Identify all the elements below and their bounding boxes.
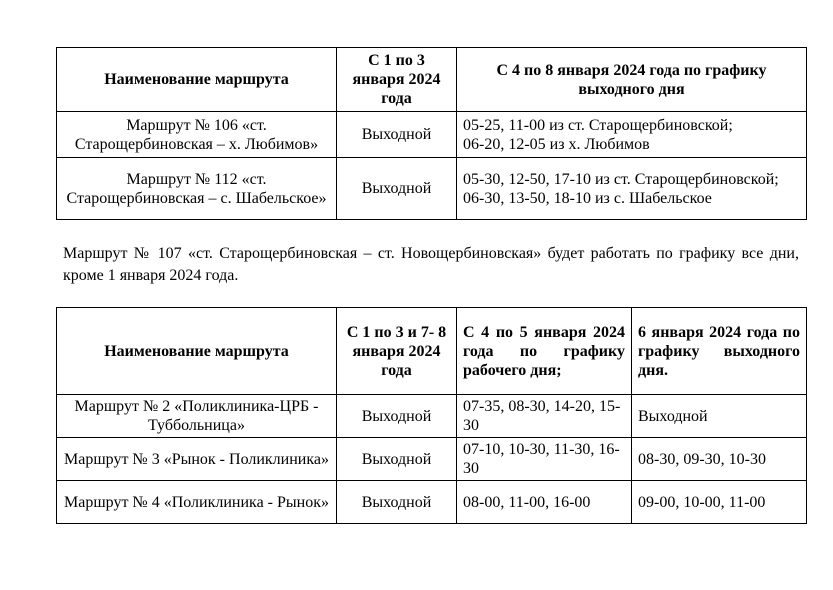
- header-jan6: 6 января 2024 года по графику выходного дня.: [632, 308, 807, 395]
- schedule-cell: 08-30, 09-30, 10-30: [632, 438, 807, 481]
- route-cell: Маршрут № 112 «ст. Старощербиновская – с. Шабельское»: [57, 158, 337, 220]
- table-row: [57, 481, 807, 524]
- table-row: [57, 112, 807, 158]
- header-jan4-8: С 4 по 8 января 2024 года по графику выходного дня: [457, 48, 807, 112]
- schedule-line: 06-30, 13-50, 18-10 из с. Шабельское: [463, 189, 712, 207]
- header-route-name: Наименование маршрута: [57, 48, 337, 112]
- table-row: [57, 158, 807, 220]
- schedule-line: 06-20, 12-05 из х. Любимов: [463, 135, 650, 153]
- schedule-cell: 07-10, 10-30, 11-30, 16-30: [457, 438, 632, 481]
- schedule-cell: 08-00, 11-00, 16-00: [457, 481, 632, 524]
- schedule-table-2: [56, 307, 807, 524]
- schedule-table-1: [56, 47, 807, 220]
- schedule-cell: [457, 158, 807, 220]
- schedule-cell: 07-35, 08-30, 14-20, 15-30: [457, 395, 632, 438]
- schedule-line: 05-25, 11-00 из ст. Старощербиновской;: [463, 116, 733, 134]
- route-cell: Маршрут № 2 «Поликлиника-ЦРБ - Туббольница»: [57, 395, 337, 438]
- header-jan1-3-7-8: С 1 по 3 и 7- 8 января 2024 года: [337, 308, 457, 395]
- schedule-cell: 09-00, 10-00, 11-00: [632, 481, 807, 524]
- header-route-name: Наименование маршрута: [57, 308, 337, 395]
- route-cell: Маршрут № 3 «Рынок - Поликлиника»: [57, 438, 337, 481]
- table-row: [57, 395, 807, 438]
- header-jan4-5: С 4 по 5 января 2024 года по графику рабочего дня;: [457, 308, 632, 395]
- table-header-row: [57, 48, 807, 112]
- table-header-row: [57, 308, 807, 395]
- schedule-cell: Выходной: [337, 395, 457, 438]
- schedule-cell: [457, 112, 807, 158]
- schedule-cell: Выходной: [632, 395, 807, 438]
- route-cell: Маршрут № 106 «ст. Старощербиновская – х. Любимов»: [57, 112, 337, 158]
- header-jan1-3: С 1 по 3 января 2024 года: [337, 48, 457, 112]
- schedule-line: 05-30, 12-50, 17-10 из ст. Старощербиновской;: [463, 170, 779, 188]
- table-row: [57, 438, 807, 481]
- schedule-cell: Выходной: [337, 112, 457, 158]
- schedule-cell: Выходной: [337, 158, 457, 220]
- schedule-cell: Выходной: [337, 438, 457, 481]
- schedule-cell: Выходной: [337, 481, 457, 524]
- route-107-note: Маршрут № 107 «ст. Старощербиновская – ст. Новощербиновская» будет работать по графику все дни, кроме 1 января 2024 года.: [63, 245, 799, 284]
- route-cell: Маршрут № 4 «Поликлиника - Рынок»: [57, 481, 337, 524]
